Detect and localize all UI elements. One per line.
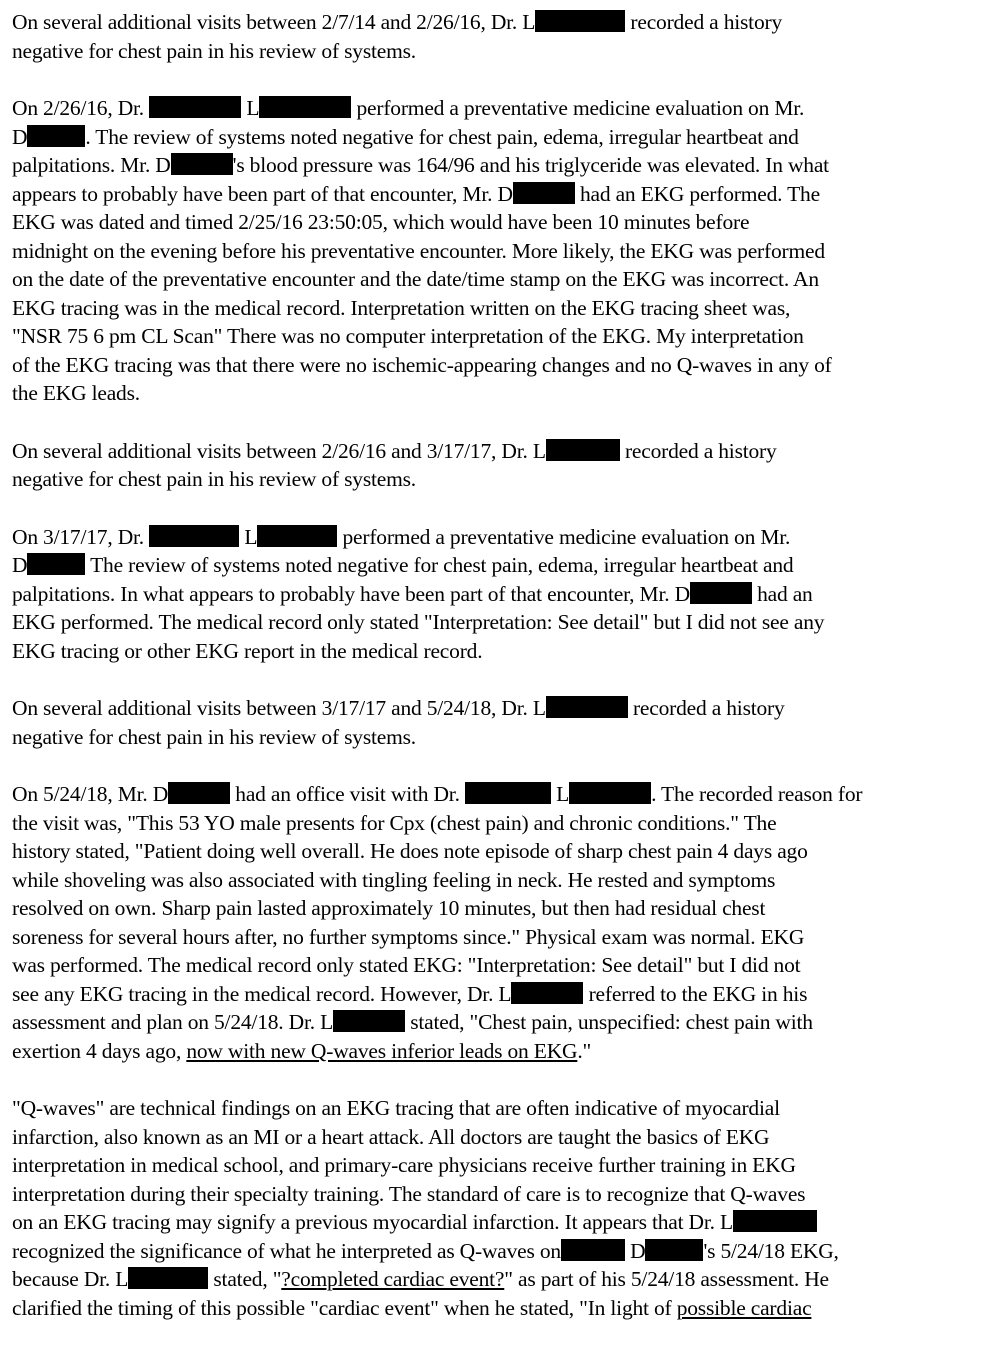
- underlined-quote: ?completed cardiac event?: [281, 1267, 505, 1291]
- paragraph-visits-2016-2017: [12, 437, 993, 494]
- redaction-block: [259, 96, 351, 118]
- text-run: On several additional visits between 2/26/16 and 3/17/17, Dr. L: [12, 438, 546, 463]
- text-line: [12, 1037, 993, 1066]
- paragraph-visits-2014-2016: [12, 8, 993, 65]
- redaction-block: [569, 782, 651, 804]
- redaction-block: [535, 10, 625, 32]
- text-run: L: [246, 96, 260, 120]
- text-line: interpretation in medical school, and primary-care physicians receive further training in EKG: [12, 1153, 796, 1177]
- text-run: clarified the timing of this possible "cardiac event" when he stated, "In light of: [12, 1295, 677, 1320]
- text-line: negative for chest pain in his review of systems.: [12, 38, 416, 63]
- redaction-block: [546, 696, 628, 718]
- text-line: EKG performed. The medical record only stated "Interpretation: See detail" but I did not see any: [12, 610, 825, 634]
- text-run: On 5/24/18, Mr. D: [12, 782, 169, 806]
- redaction-block: [149, 96, 241, 118]
- text-line: [12, 151, 993, 180]
- redaction-block: [149, 525, 239, 547]
- text-line: [12, 437, 993, 466]
- redaction-block: [690, 582, 752, 604]
- text-run: 's 5/24/18 EKG,: [703, 1238, 839, 1263]
- text-run: recorded a history: [624, 438, 777, 463]
- redaction-block: [465, 782, 551, 804]
- text-run: . The recorded reason for: [651, 782, 863, 806]
- underlined-quote: possible cardiac: [676, 1295, 812, 1320]
- text-run: referred to the EKG in his: [588, 981, 808, 1006]
- text-run: had an: [757, 581, 813, 606]
- text-line: [12, 123, 993, 152]
- text-line: [12, 1265, 993, 1294]
- text-line: negative for chest pain in his review of systems.: [12, 467, 416, 491]
- text-line: the visit was, "This 53 YO male presents for Cpx (chest pain) and chronic conditions." The: [12, 810, 777, 835]
- text-line: "Q-waves" are technical findings on an EKG tracing that are often indicative of myocardial: [12, 1096, 780, 1120]
- text-line: [12, 551, 993, 580]
- redaction-block: [513, 182, 575, 204]
- text-run: stated, "Chest pain, unspecified: chest pain with: [410, 1010, 813, 1034]
- text-run: palpitations. Mr. D: [12, 153, 171, 177]
- text-run: recorded a history: [630, 10, 783, 34]
- text-run: L: [556, 782, 570, 806]
- redaction-block: [733, 1210, 817, 1232]
- text-run: on an EKG tracing may signify a previous myocardial infarction. It appears that Dr. L: [12, 1210, 733, 1234]
- text-run: recognized the significance of what he interpreted as Q-waves on: [12, 1238, 561, 1263]
- text-line: [12, 523, 993, 552]
- underlined-quote: now with new Q-waves inferior leads on EKG: [186, 1038, 578, 1063]
- redaction-block: [257, 525, 337, 547]
- text-run: recorded a history: [632, 696, 785, 720]
- text-line: midnight on the evening before his preventative encounter. More likely, the EKG was performed: [12, 238, 825, 263]
- paragraph-q-waves: [12, 1094, 993, 1322]
- text-line: [12, 780, 993, 809]
- text-run: D: [630, 1238, 646, 1263]
- text-run: On 3/17/17, Dr.: [12, 524, 144, 549]
- text-line: [12, 580, 993, 609]
- text-line: [12, 694, 993, 723]
- text-line: interpretation during their specialty training. The standard of care is to recognize that Q-waves: [12, 1181, 806, 1206]
- text-line: [12, 8, 993, 37]
- paragraph-visits-2017-2018: [12, 694, 993, 751]
- text-line: [12, 980, 993, 1009]
- text-run: performed a preventative medicine evaluation on Mr.: [342, 524, 791, 549]
- text-line: [12, 94, 993, 123]
- text-line: "NSR 75 6 pm CL Scan" There was no computer interpretation of the EKG. My interpretation: [12, 324, 804, 348]
- paragraph-2017-evaluation: [12, 523, 993, 666]
- text-line: [12, 1294, 993, 1323]
- text-line: EKG tracing was in the medical record. Interpretation written on the EKG tracing sheet was,: [12, 295, 791, 320]
- text-line: history stated, "Patient doing well overall. He does note episode of sharp chest pain 4 days ago: [12, 839, 808, 863]
- redaction-block: [546, 439, 620, 461]
- text-line: EKG tracing or other EKG report in the medical record.: [12, 638, 483, 663]
- paragraph-2016-evaluation: [12, 94, 993, 408]
- text-run: On 2/26/16, Dr.: [12, 96, 144, 120]
- text-run: .": [577, 1038, 592, 1063]
- redaction-block: [333, 1010, 405, 1032]
- text-run: had an EKG performed. The: [579, 181, 820, 206]
- text-line: on the date of the preventative encounter and the date/time stamp on the EKG was incorrect. An: [12, 267, 819, 291]
- text-run: because Dr. L: [12, 1267, 129, 1291]
- redaction-block: [511, 982, 583, 1004]
- text-run: L: [244, 524, 258, 549]
- text-run: The review of systems noted negative for chest pain, edema, irregular heartbeat and: [90, 553, 794, 577]
- redaction-block: [171, 153, 233, 175]
- redaction-block: [128, 1267, 208, 1289]
- text-run: palpitations. In what appears to probably have been part of that encounter, Mr. D: [12, 581, 690, 606]
- text-line: [12, 1208, 993, 1237]
- text-line: soreness for several hours after, no further symptoms since." Physical exam was normal. EKG: [12, 924, 805, 949]
- text-run: On several additional visits between 3/17/17 and 5/24/18, Dr. L: [12, 696, 546, 720]
- redaction-block: [27, 125, 85, 147]
- text-run: stated, ": [213, 1267, 282, 1291]
- text-line: negative for chest pain in his review of systems.: [12, 724, 416, 749]
- text-line: resolved on own. Sharp pain lasted approximately 10 minutes, but then had residual chest: [12, 896, 766, 920]
- text-line: while shoveling was also associated with tingling feeling in neck. He rested and symptoms: [12, 867, 776, 892]
- text-run: On several additional visits between 2/7/14 and 2/26/16, Dr. L: [12, 10, 536, 34]
- text-run: appears to probably have been part of that encounter, Mr. D: [12, 181, 513, 206]
- text-run: D: [12, 124, 28, 149]
- redaction-block: [561, 1239, 625, 1261]
- paragraph-2018-office-visit: [12, 780, 993, 1065]
- text-line: [12, 1008, 993, 1037]
- text-run: see any EKG tracing in the medical record. However, Dr. L: [12, 981, 512, 1006]
- text-run: had an office visit with Dr.: [235, 782, 460, 806]
- redaction-block: [645, 1239, 703, 1261]
- text-line: was performed. The medical record only stated EKG: "Interpretation: See detail" but I did not: [12, 953, 801, 977]
- text-line: [12, 180, 993, 209]
- text-line: EKG was dated and timed 2/25/16 23:50:05, which would have been 10 minutes before: [12, 210, 750, 234]
- redaction-block: [168, 782, 230, 804]
- text-line: infarction, also known as an MI or a heart attack. All doctors are taught the basics of EKG: [12, 1124, 770, 1149]
- text-run: performed a preventative medicine evaluation on Mr.: [356, 96, 805, 120]
- text-run: 's blood pressure was 164/96 and his triglyceride was elevated. In what: [232, 153, 829, 177]
- text-line: of the EKG tracing was that there were no ischemic-appearing changes and no Q-waves in any of: [12, 352, 832, 377]
- text-run: " as part of his 5/24/18 assessment. He: [504, 1267, 829, 1291]
- text-run: D: [12, 553, 28, 577]
- redaction-block: [27, 553, 85, 575]
- text-line: [12, 1237, 993, 1266]
- text-run: exertion 4 days ago,: [12, 1038, 187, 1063]
- text-line: the EKG leads.: [12, 381, 140, 405]
- text-run: assessment and plan on 5/24/18. Dr. L: [12, 1010, 334, 1034]
- text-run: . The review of systems noted negative for chest pain, edema, irregular heartbeat and: [85, 124, 799, 149]
